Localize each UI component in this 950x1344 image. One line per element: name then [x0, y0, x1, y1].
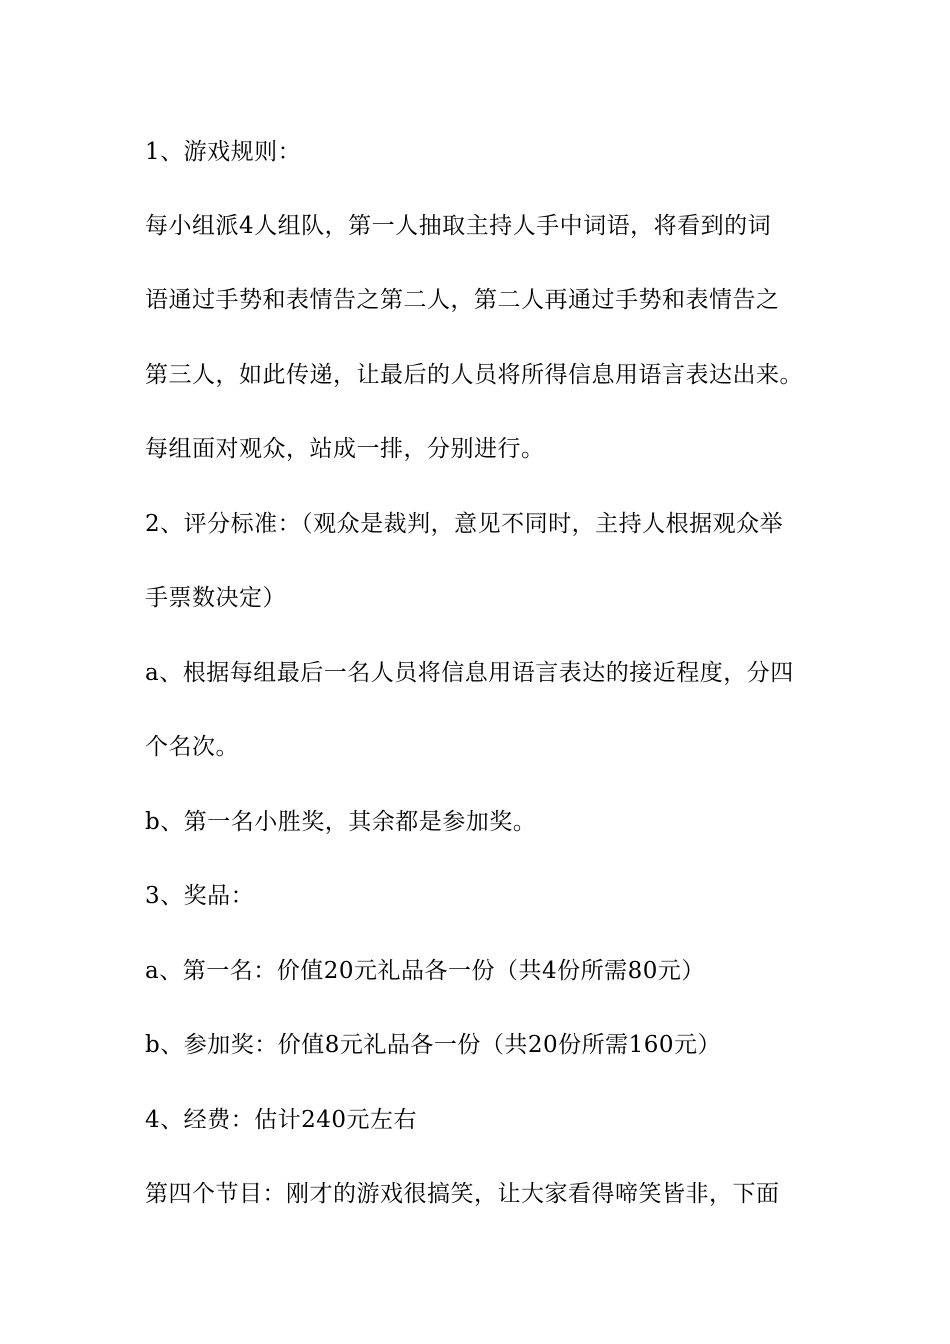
section-heading-prizes: 3、奖品： [145, 883, 255, 909]
list-item-first-prize: a、第一名：价值20元礼品各一份（共4份所需80元） [145, 958, 705, 984]
paragraph-line: 语通过手势和表情告之第二人，第二人再通过手势和表情告之 [145, 287, 780, 313]
paragraph-line: 手票数决定） [145, 585, 286, 611]
section-heading-budget: 4、经费：估计240元左右 [145, 1107, 418, 1133]
section-heading-game-rules: 1、游戏规则： [145, 139, 302, 165]
list-item-participation-prize: b、参加奖：价值8元礼品各一份（共20份所需160元） [145, 1032, 722, 1058]
paragraph-line: 第三人，如此传递，让最后的人员将所得信息用语言表达出来。 [145, 362, 803, 388]
paragraph-line: 每小组派4人组队，第一人抽取主持人手中词语，将看到的词 [145, 213, 772, 239]
list-item-a: a、根据每组最后一名人员将信息用语言表达的接近程度，分四 [145, 660, 794, 686]
paragraph-line: 每组面对观众，站成一排，分别进行。 [145, 436, 545, 462]
list-item-b: b、第一名小胜奖，其余都是参加奖。 [145, 809, 537, 835]
section-heading-scoring: 2、评分标准：（观众是裁判，意见不同时，主持人根据观众举 [145, 511, 784, 537]
paragraph-line: 第四个节目：刚才的游戏很搞笑，让大家看得啼笑皆非，下面 [145, 1181, 780, 1207]
paragraph-line: 个名次。 [145, 734, 239, 760]
